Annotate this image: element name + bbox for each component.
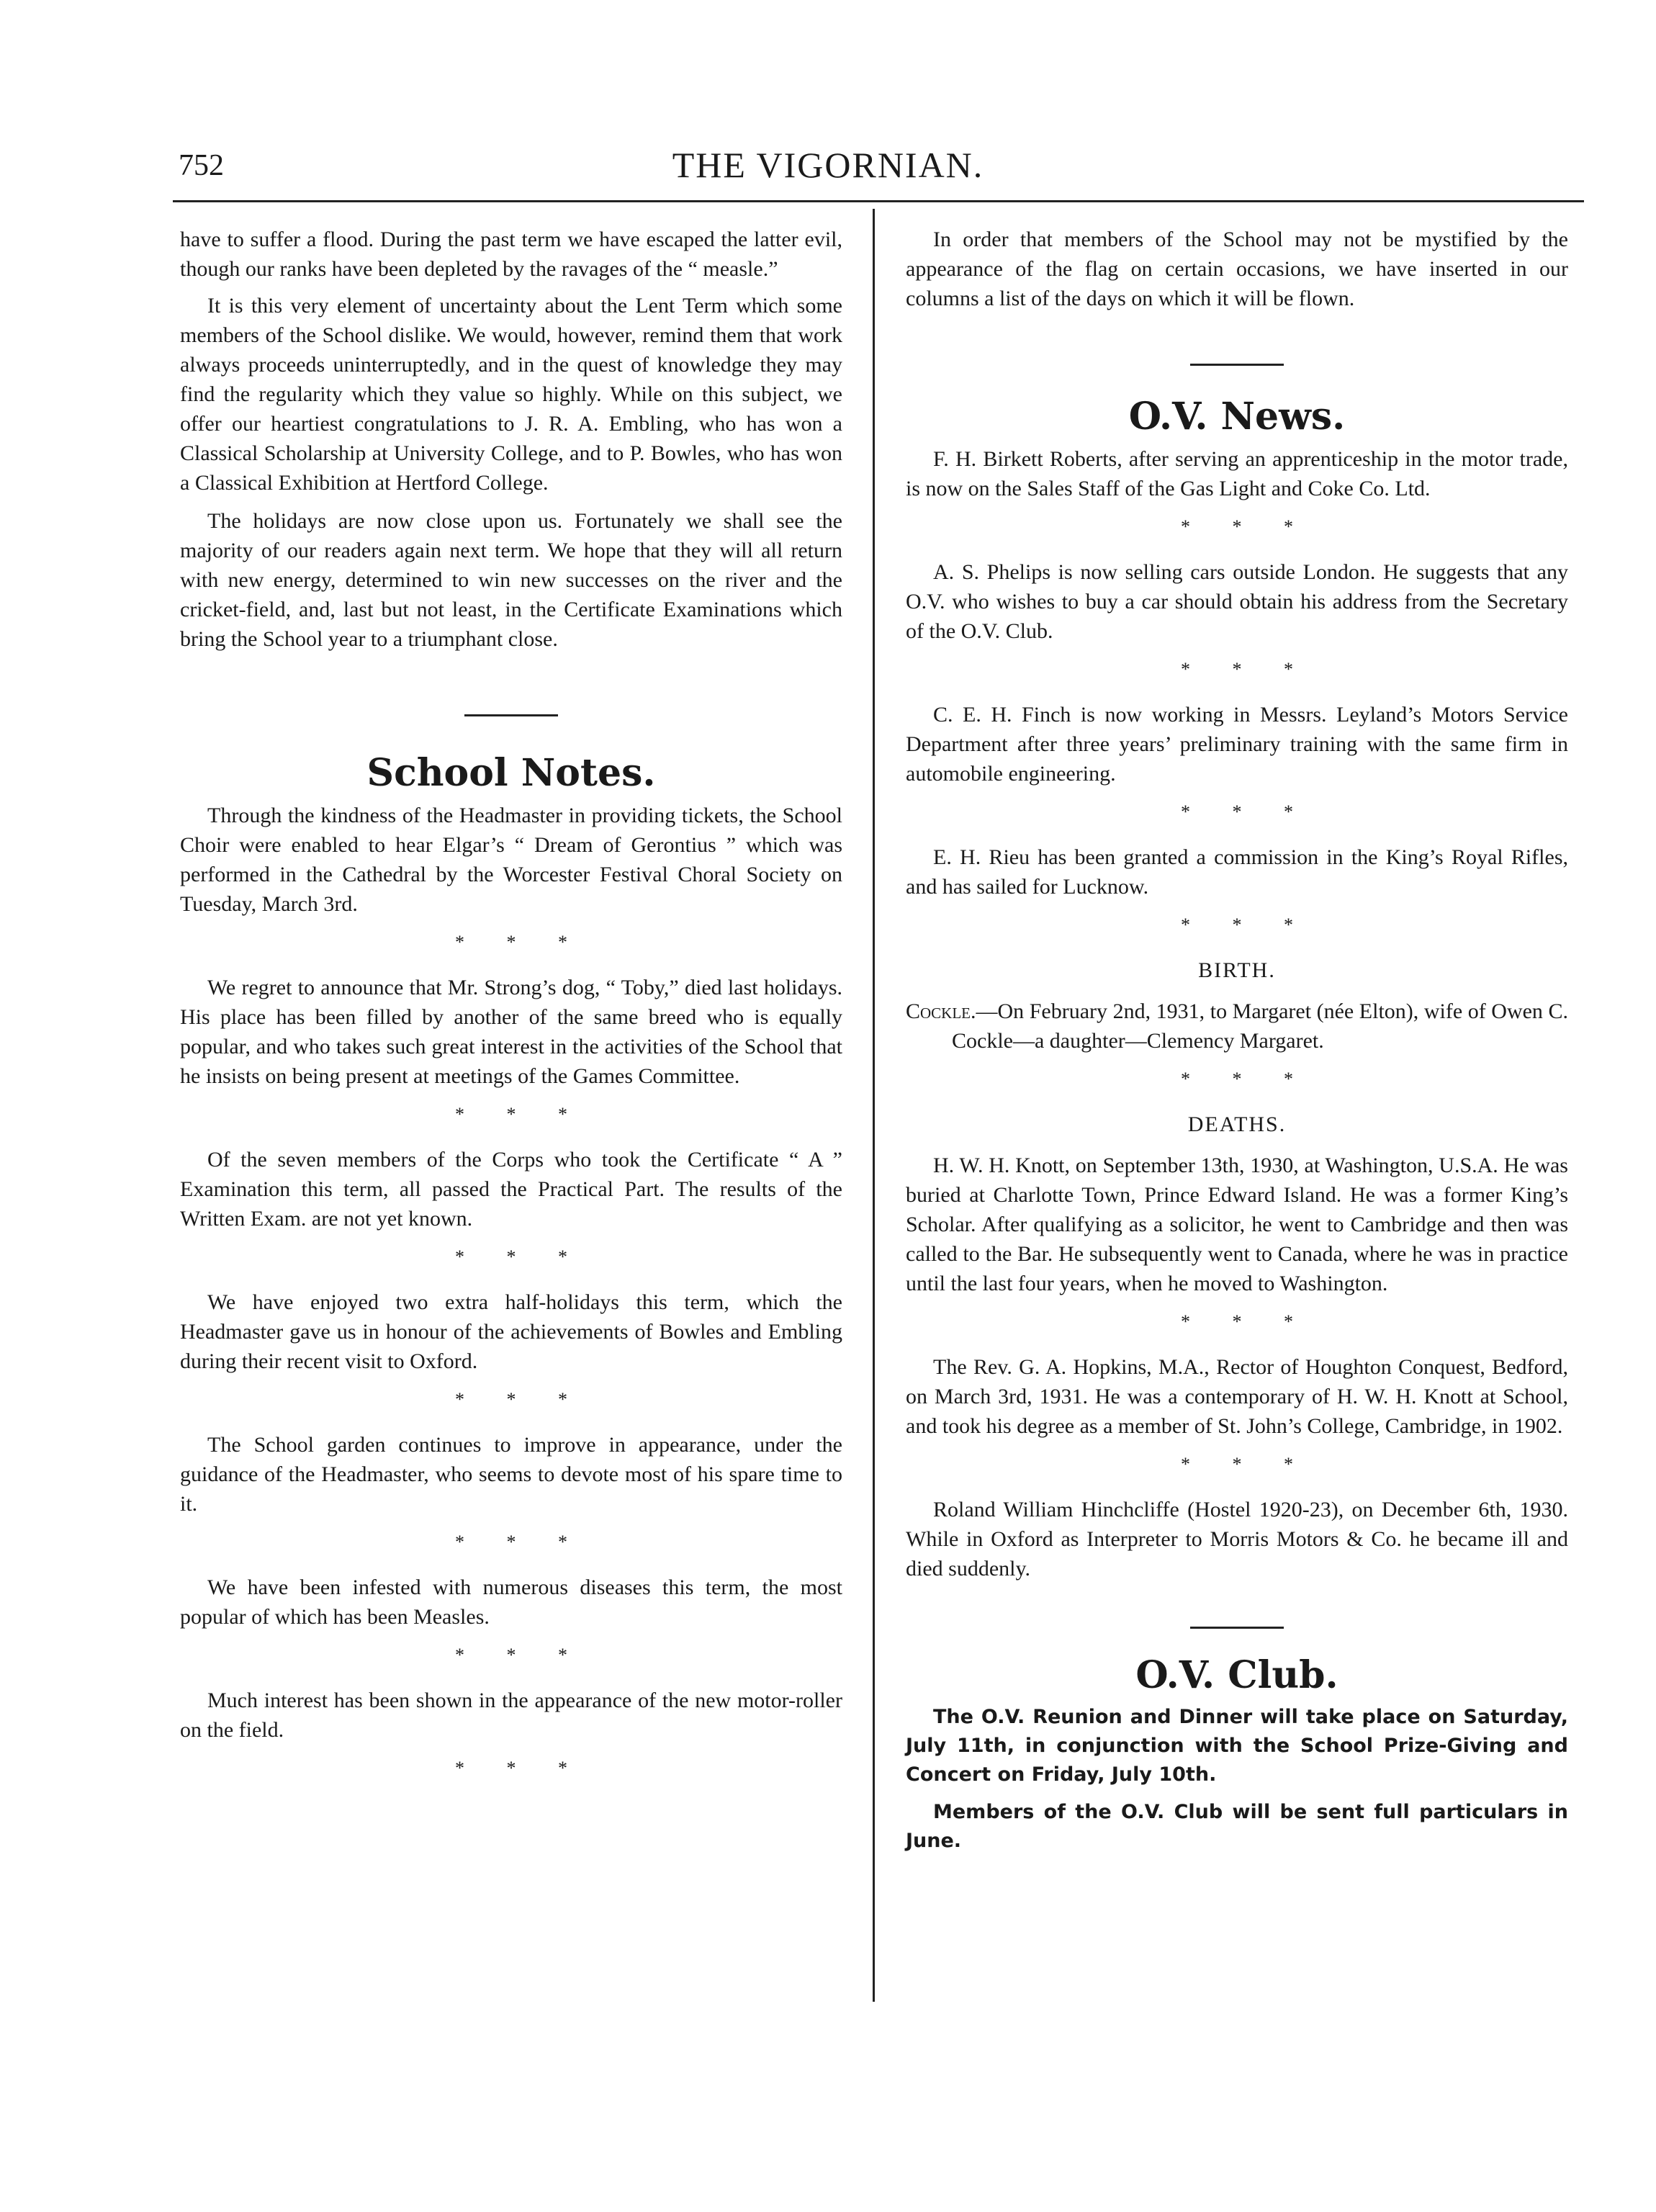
death-notice: The Rev. G. A. Hopkins, M.A., Rector of Houghton Conquest, Bedford, on March 3rd, 1931. He was a contemporary of H. W. H. Knott at School, and took his degree as a member of St. John’s College, Cambridge, in 1902. [906, 1355, 1568, 1438]
intro-paragraph-3: The holidays are now close upon us. Fortunately we shall see the majority of our readers again next term. We hope that they will all return with new energy, determined to win new successes on the river and the cricket-field, and, last but not least, in the Certificate Examinations which bring the School year to a triumphant close. [180, 509, 842, 651]
ov-club-notice: Members of the O.V. Club will be sent full particulars in June. [906, 1801, 1568, 1852]
asterism: * * * [455, 932, 586, 953]
asterism: * * * [455, 1246, 586, 1267]
asterism: * * * [1181, 1069, 1312, 1089]
asterism: * * * [1181, 1311, 1312, 1332]
column-rule [873, 209, 875, 2002]
ov-news-item: E. H. Rieu has been granted a commission in the King’s Royal Rifles, and has sailed for Lucknow. [906, 845, 1568, 899]
birth-notice [906, 997, 1568, 1056]
ov-news-item: F. H. Birkett Roberts, after serving an apprenticeship in the motor trade, is now on the Sales Staff of the Gas Light and Coke Co. Ltd. [906, 447, 1568, 500]
page-number: 752 [179, 149, 224, 182]
section-divider [1190, 364, 1284, 366]
right-column [906, 225, 1568, 1864]
school-note: Of the seven members of the Corps who took the Certificate “ A ” Examination this term, all passed the Practical Part. The results of the Written Exam. are not yet known. [180, 1148, 842, 1231]
death-notice: H. W. H. Knott, on September 13th, 1930, at Washington, U.S.A. He was buried at Charlotte Town, Prince Edward Island. He was a former King’s Scholar. After qualifying as a solicitor, he went to Cambridge and then was called to the Bar. He subsequently went to Canada, where he was in practice until the last four years, when he moved to Washington. [906, 1154, 1568, 1295]
section-divider [1190, 1627, 1284, 1629]
asterism: * * * [455, 1758, 586, 1779]
asterism: * * * [1181, 516, 1312, 537]
school-note: We regret to announce that Mr. Strong’s dog, “ Toby,” died last holidays. His place has been filled by another of the same breed who is equally popular, and who takes such great interest in the activities of the School that he insists on being present at meetings of the Games Committee. [180, 976, 842, 1088]
school-note: We have been infested with numerous diseases this term, the most popular of which has been Measles. [180, 1575, 842, 1629]
school-note: Much interest has been shown in the appearance of the new motor-roller on the field. [180, 1689, 842, 1742]
deaths-heading: DEATHS. [1187, 1112, 1287, 1136]
asterism: * * * [455, 1104, 586, 1125]
asterism: * * * [455, 1645, 586, 1665]
ov-news-title: O.V. News. [1128, 395, 1346, 439]
school-note: The School garden continues to improve in appearance, under the guidance of the Headmaster, who seems to devote most of his spare time to it. [180, 1433, 842, 1516]
birth-heading: BIRTH. [1198, 958, 1276, 982]
intro-paragraph-1: have to suffer a flood. During the past term we have escaped the latter evil, though our ranks have been depleted by the ravages of the “ measle.” [180, 228, 842, 281]
death-notice: Roland William Hinchcliffe (Hostel 1920-23), on December 6th, 1930. While in Oxford as Interpreter to Morris Motors & Co. he became ill and died suddenly. [906, 1498, 1568, 1581]
ov-club-title: O.V. Club. [1135, 1653, 1338, 1697]
left-column [180, 225, 842, 1799]
ov-club-notice: The O.V. Reunion and Dinner will take place on Saturday, July 11th, in conjunction with the School Prize-Giving and Concert on Friday, July 10th. [906, 1706, 1568, 1786]
ov-news-item: A. S. Phelips is now selling cars outside London. He suggests that any O.V. who wishes to buy a car should obtain his address from the Secretary of the O.V. Club. [906, 560, 1568, 643]
asterism: * * * [1181, 914, 1312, 935]
asterism: * * * [1181, 659, 1312, 680]
flag-note: In order that members of the School may not be mystified by the appearance of the flag on certain occasions, we have inserted in our columns a list of the days on which it will be flown. [906, 228, 1568, 310]
birth-surname: Cockle. [906, 999, 976, 1023]
school-notes-title: School Notes. [366, 751, 656, 795]
school-note: Through the kindness of the Headmaster in providing tickets, the School Choir were enabled to hear Elgar’s “ Dream of Gerontius ” which was performed in the Cathedral by the Worcester Festival Choral Society on Tuesday, March 3rd. [180, 804, 842, 916]
asterism: * * * [455, 1532, 586, 1552]
asterism: * * * [455, 1389, 586, 1410]
asterism: * * * [1181, 801, 1312, 822]
birth-text: —On February 2nd, 1931, to Margaret (née Elton), wife of Owen C. Cockle—a daughter—Clemency Margaret. [952, 999, 1568, 1053]
section-divider [464, 714, 558, 716]
asterism: * * * [1181, 1454, 1312, 1475]
header-rule [173, 200, 1584, 202]
school-note: We have enjoyed two extra half-holidays this term, which the Headmaster gave us in honour of the achievements of Bowles and Embling during their recent visit to Oxford. [180, 1290, 842, 1373]
ov-news-item: C. E. H. Finch is now working in Messrs. Leyland’s Motors Service Department after three years’ preliminary training with the same firm in automobile engineering. [906, 703, 1568, 786]
intro-paragraph-2: It is this very element of uncertainty about the Lent Term which some members of the School dislike. We would, however, remind them that work always proceeds uninterruptedly, and in the quest of knowledge they may find the regularity which they value so highly. While on this subject, we offer our heartiest congratulations to J. R. A. Embling, who has won a Classical Scholarship at University College, and to P. Bowles, who has won a Classical Exhibition at Hertford College. [180, 294, 842, 495]
running-title: THE VIGORNIAN. [672, 145, 984, 185]
